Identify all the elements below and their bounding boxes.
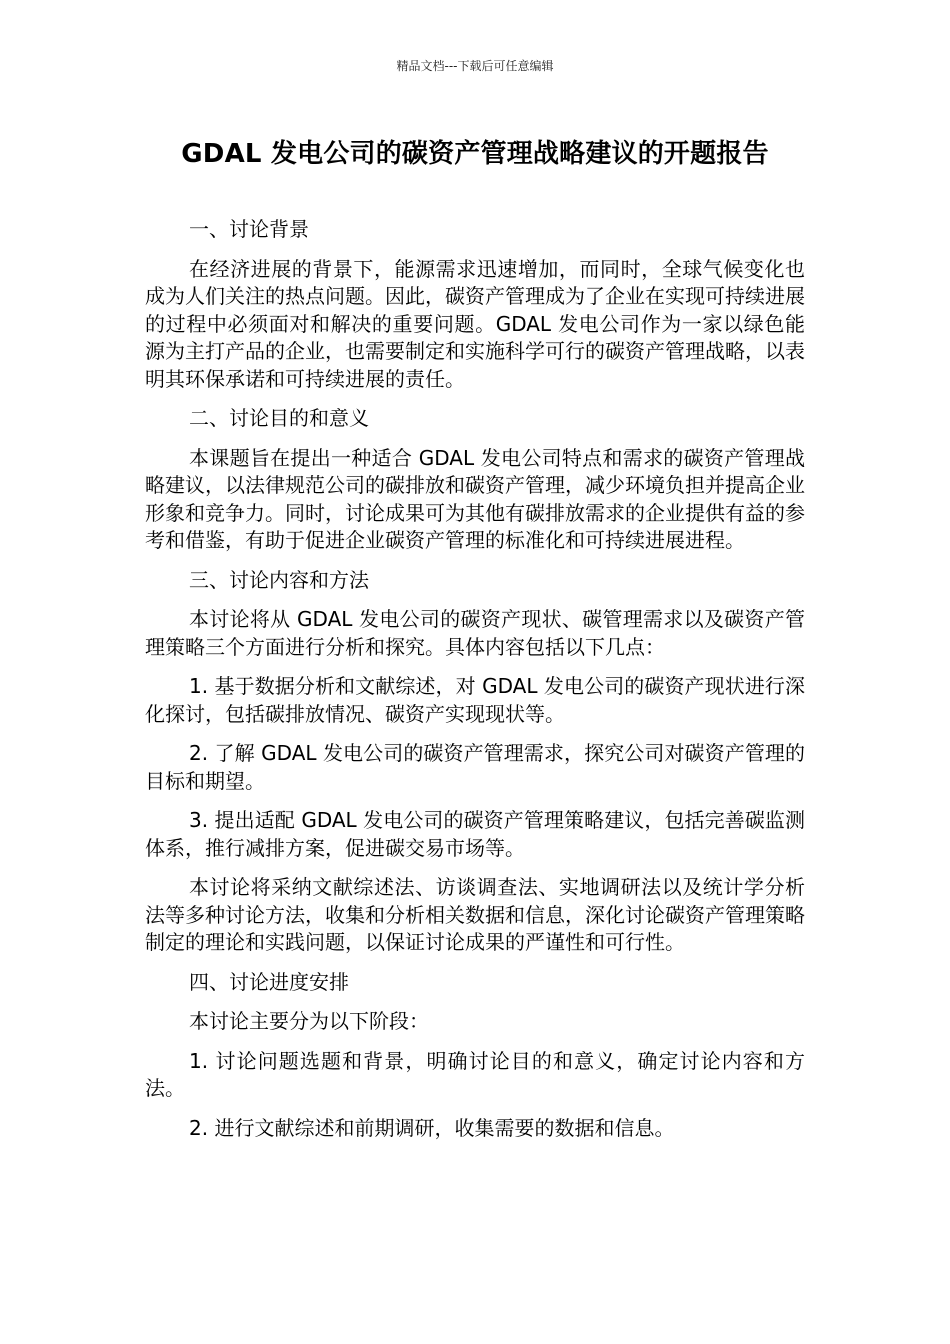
section-heading-schedule: 四、讨论进度安排: [189, 969, 349, 994]
section-heading-background: 一、讨论背景: [189, 217, 309, 241]
document-title: GDAL 发电公司的碳资产管理战略建议的开题报告: [181, 139, 769, 169]
paragraph-content-intro: 本讨论将从 GDAL 发电公司的碳资产现状、碳管理需求以及碳资产管理策略三个方面进行分析和探究。具体内容包括以下几点：: [145, 607, 805, 659]
list-item: 2. 进行文献综述和前期调研，收集需要的数据和信息。: [189, 1115, 675, 1140]
list-item: 3. 提出适配 GDAL 发电公司的碳资产管理策略建议，包括完善碳监测体系，推行减排方案，促进碳交易市场等。: [145, 808, 805, 860]
document-body: [145, 216, 805, 1154]
paragraph-purpose: 本课题旨在提出一种适合 GDAL 发电公司特点和需求的碳资产管理战略建议，以法律规范公司的碳排放和碳资产管理，减少环境负担并提高企业形象和竞争力。同时，讨论成果可为其他有碳排放需求的企业提供有益的参考和借鉴，有助于促进企业碳资产管理的标准化和可持续进展进程。: [145, 445, 805, 552]
section-heading-purpose: 二、讨论目的和意义: [189, 406, 369, 430]
paragraph-methods: 本讨论将采纳文献综述法、访谈调查法、实地调研法以及统计学分析法等多种讨论方法，收集和分析相关数据和信息，深化讨论碳资产管理策略制定的理论和实践问题，以保证讨论成果的严谨性和可行性。: [145, 875, 805, 954]
paragraph-background: 在经济进展的背景下，能源需求迅速增加，而同时，全球气候变化也成为人们关注的热点问题。因此，碳资产管理成为了企业在实现可持续进展的过程中必须面对和解决的重要问题。GDAL 发电公司作为一家以绿色能源为主打产品的企业，也需要制定和实施科学可行的碳资产管理战略，以表明其环保承诺和可持续进展的责任。: [145, 256, 805, 391]
section-heading-content-method: 三、讨论内容和方法: [189, 567, 369, 592]
list-item: 2. 了解 GDAL 发电公司的碳资产管理需求，探究公司对碳资产管理的目标和期望。: [145, 741, 805, 793]
list-item: 1. 讨论问题选题和背景，明确讨论目的和意义，确定讨论内容和方法。: [145, 1048, 805, 1100]
header-note: 精品文档---下载后可任意编辑: [396, 59, 554, 73]
list-item: 1. 基于数据分析和文献综述，对 GDAL 发电公司的碳资产现状进行深化探讨，包括碳排放情况、碳资产实现现状等。: [145, 674, 805, 726]
paragraph-schedule-intro: 本讨论主要分为以下阶段：: [189, 1009, 429, 1033]
